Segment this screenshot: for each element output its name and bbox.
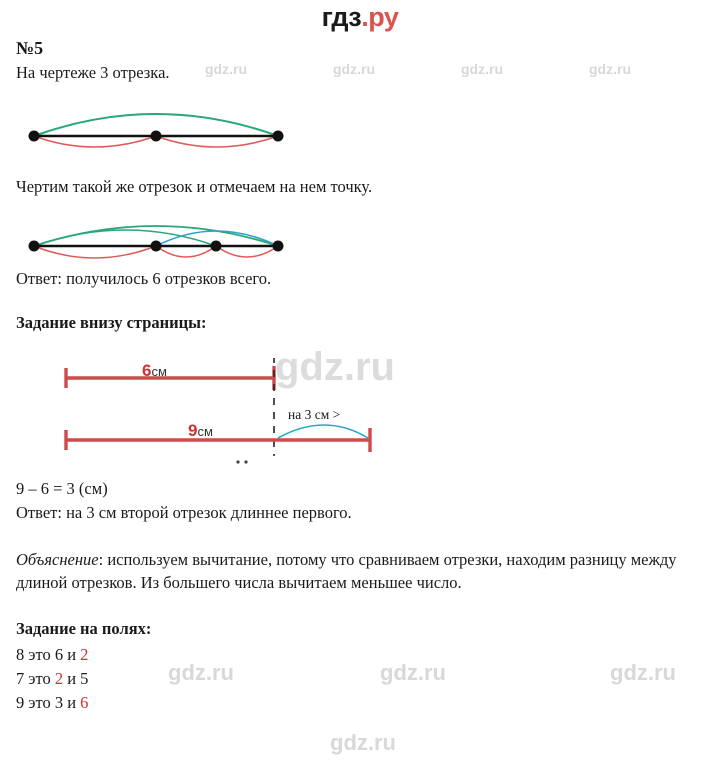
margin-line-2-prefix: 7 это — [16, 669, 55, 688]
task-line-1: На чертеже 3 отрезка. — [16, 63, 170, 82]
margin-line-1-accent: 2 — [80, 645, 89, 664]
watermark: gdz.ru — [205, 61, 247, 77]
figure-three-segments — [16, 96, 296, 154]
margin-line-2 — [16, 668, 88, 690]
margin-line-2-suffix: и 5 — [63, 669, 89, 688]
site-logo — [322, 2, 399, 33]
label-9-cm-value: 9 — [188, 421, 198, 440]
answer-line-2: Ответ: на 3 см второй отрезок длиннее первого. — [16, 503, 352, 522]
margin-line-2-accent: 2 — [54, 669, 64, 688]
bottom-task-heading: Задание внизу страницы: — [16, 313, 207, 332]
figure-six-segments — [16, 208, 301, 264]
watermark: gdz.ru — [589, 61, 631, 77]
margin-task-heading: Задание на полях: — [16, 619, 152, 638]
logo-suffix-text: .ру — [361, 2, 399, 32]
margin-line-3 — [16, 692, 88, 714]
answer-line-1: Ответ: получилось 6 отрезков всего. — [16, 269, 272, 288]
label-6-cm-value: 6 — [142, 361, 152, 380]
watermark: gdz.ru — [168, 660, 234, 685]
watermark: gdz.ru — [333, 61, 375, 77]
watermark: gdz.ru — [461, 61, 503, 77]
logo-main-text: гдз — [321, 2, 362, 32]
equation-line: 9 – 6 = 3 (см) — [16, 479, 108, 498]
label-6-cm — [142, 360, 167, 383]
margin-line-3-prefix: 9 это 3 и — [16, 693, 81, 712]
explanation-text: : используем вычитание, потому что сравниваем отрезки, находим разницу между длиной отрезков. Из большего числа вычитаем меньшее число. — [16, 550, 677, 592]
margin-line-3-accent: 6 — [80, 693, 89, 712]
margin-line-1 — [16, 644, 88, 666]
explanation-paragraph — [16, 548, 704, 594]
margin-line-1-prefix: 8 это 6 и — [16, 645, 81, 664]
explanation-label: Объяснение — [16, 550, 99, 569]
label-difference: на 3 см > — [288, 407, 341, 422]
label-9-cm-unit: см — [197, 424, 213, 439]
watermark: gdz.ru — [275, 345, 395, 389]
watermark: gdz.ru — [610, 660, 676, 685]
watermark: gdz.ru — [380, 660, 446, 685]
label-9-cm — [188, 420, 213, 443]
task-line-2: Чертим такой же отрезок и отмечаем на нем точку. — [16, 177, 373, 196]
task-number: №5 — [16, 38, 44, 58]
label-6-cm-unit: см — [151, 364, 167, 379]
watermark: gdz.ru — [330, 730, 396, 755]
